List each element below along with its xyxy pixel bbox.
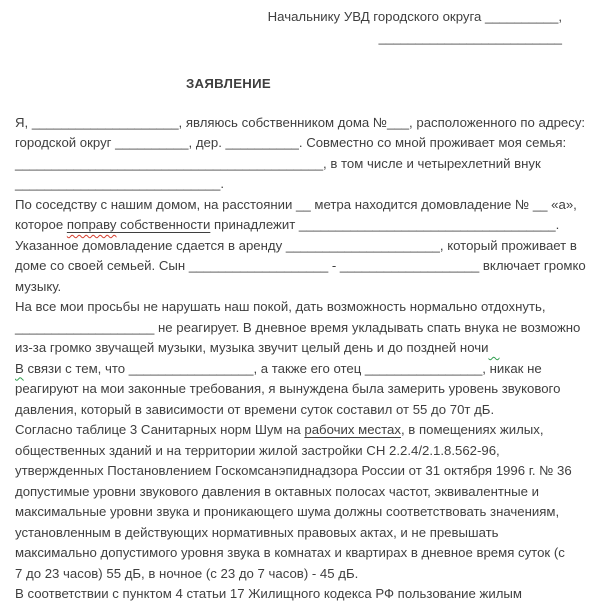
text-line: максимальные уровни звука и проникающего шума должны соответствовать значениям, [15,504,560,519]
text-line: На все мои просьбы не нарушать наш покой, дать возможность нормально отдохнуть, [15,299,546,314]
text-line: В связи с тем, что _________________, а также его отец ________________, никак не [15,360,542,376]
header-recipient-line: Начальнику УВД городского округа __________, [267,9,562,24]
text-line: музыку. [15,278,62,294]
text-line: В соответствии с пунктом 4 статьи 17 Жилищного кодекса РФ пользование жилым [15,586,522,601]
red-spellcheck-squiggle: поправу [66,217,117,232]
underlined-text: рабочих местах [304,422,401,437]
underlined-text: собственности [116,217,211,232]
text-line: Я, ____________________, являюсь собственником дома №___, расположенного по адресу: [15,114,586,130]
text-line: Согласно таблице 3 Санитарных норм Шум на рабочих местах, в помещениях жилых, [15,422,544,437]
text-line: По соседству с нашим домом, на расстоянии __ метра находится домовладение № __ «а», [15,196,577,212]
text-line: доме со своей семьей. Сын ___________________ - ___________________ включает громко [15,258,586,273]
text-line: максимально допустимого уровня звука в комнатах и квартирах в дневное время суток (с [15,545,565,560]
text-line: из-за громко звучащей музыки, музыка звучит целый день и до поздней ночи [15,338,594,359]
document-title: ЗАЯВЛЕНИЕ [186,76,272,91]
text-line: которое поправу собственности принадлежит ___________________________________. [15,217,560,232]
text-line: ____________________________. [15,176,225,191]
text-line: реагируют на мои законные требования, я вынуждена была замерить уровень звукового [15,381,561,396]
text-line: допустимые уровни звукового давления в октавных полосах частот, эквивалентные и [15,483,540,499]
text-line: __________________________________________, в том числе и четырехлетний внук [15,155,541,171]
text-line: утвержденных Постановлением Госкомсанэпиднадзора России от 31 октября 1996 г. № 36 [15,463,572,478]
underlined-text [67,217,117,232]
document-body [0,113,600,605]
green-grammar-squiggle: В [15,360,24,376]
text-line: ___________________ не реагирует. В дневное время укладывать спать внука не возможно [15,319,581,335]
text-line: общественных зданий и на территории жилой застройки СН 2.2.4/2.1.8.562-96, [15,442,500,458]
text-line: 7 до 23 часов) 55 дБ, в ночное (с 23 до 7 часов) - 45 дБ. [15,565,359,581]
document-header [0,7,600,48]
text-line: установленным в действующих нормативных правовых актах, и не превышать [15,524,499,540]
text-line: Указанное домовладение сдается в аренду _____________________, который проживает в [15,237,577,253]
header-blank-line: _________________________ [378,29,562,45]
text-line: городской округ __________, дер. __________. Совместно со мной проживает моя семья: [15,135,567,150]
green-grammar-squiggle [489,340,500,355]
text-line: давления, который в зависимости от времени суток составил от 55 до 70т дБ. [15,401,495,417]
